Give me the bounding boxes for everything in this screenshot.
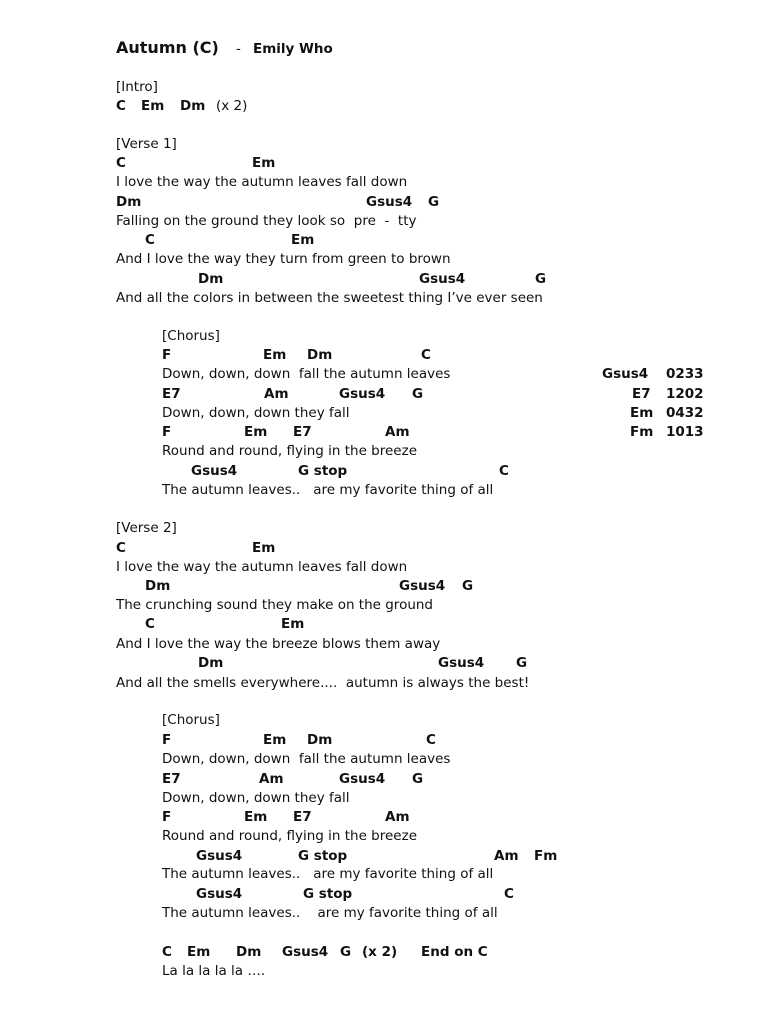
chord: Gsus4 xyxy=(191,463,238,479)
chord: F xyxy=(162,809,172,825)
chord-diagram-fingering: 0233 xyxy=(666,366,704,382)
chord: Gsus4 xyxy=(196,848,243,864)
chord: C xyxy=(421,347,431,363)
chord: Fm xyxy=(534,848,558,864)
chord: Em xyxy=(252,155,276,171)
lyric-line: Round and round, flying in the breeze xyxy=(162,828,418,844)
chord: C xyxy=(145,616,155,632)
lyric-line: The autumn leaves.. are my favorite thing of all xyxy=(162,866,494,882)
chord: Gsus4 xyxy=(339,771,386,787)
chord: Dm xyxy=(145,578,171,594)
chord: Em xyxy=(187,944,211,960)
chord: F xyxy=(162,732,172,748)
section-label-intro: [Intro] xyxy=(116,79,158,95)
chord: C xyxy=(116,540,126,556)
ending-instruction: End on C xyxy=(421,944,488,960)
chord: C xyxy=(426,732,436,748)
chord: Dm xyxy=(180,98,206,114)
artist-name: Emily Who xyxy=(253,41,333,57)
chord: E7 xyxy=(293,809,312,825)
chord: Am xyxy=(259,771,284,787)
lyric-line: The autumn leaves.. are my favorite thing of all xyxy=(162,482,494,498)
chord: E7 xyxy=(162,771,181,787)
lyric-line: I love the way the autumn leaves fall down xyxy=(116,174,408,190)
chord: Em xyxy=(291,232,315,248)
lyric-line: Down, down, down they fall xyxy=(162,790,350,806)
chord: Am xyxy=(385,424,410,440)
chord-diagram-fingering: 1013 xyxy=(666,424,704,440)
chord: Am xyxy=(385,809,410,825)
chord-diagram-fingering: 0432 xyxy=(666,405,704,421)
chord: Dm xyxy=(307,732,333,748)
section-label-verse-2: [Verse 2] xyxy=(116,520,177,536)
chord: G xyxy=(462,578,474,594)
chord: Gsus4 xyxy=(282,944,329,960)
chord: Em xyxy=(281,616,305,632)
chord: G stop xyxy=(303,886,353,902)
chord: F xyxy=(162,424,172,440)
repeat-marker: (x 2) xyxy=(362,944,398,960)
chord-diagram-name: Em xyxy=(630,405,654,421)
chord: Gsus4 xyxy=(339,386,386,402)
chord: E7 xyxy=(162,386,181,402)
lyric-line: Down, down, down fall the autumn leaves xyxy=(162,751,451,767)
lyric-line: Down, down, down they fall xyxy=(162,405,350,421)
lyric-line: The crunching sound they make on the ground xyxy=(116,597,434,613)
lyric-line: And I love the way the breeze blows them away xyxy=(116,636,441,652)
chord: Em xyxy=(244,809,268,825)
lyric-line: And I love the way they turn from green to brown xyxy=(116,251,451,267)
chord: Gsus4 xyxy=(399,578,446,594)
song-title: Autumn (C) xyxy=(116,38,219,57)
chord: Gsus4 xyxy=(196,886,243,902)
lyric-line: And all the colors in between the sweetest thing I’ve ever seen xyxy=(116,290,543,306)
chord: G xyxy=(412,386,424,402)
chord: Am xyxy=(264,386,289,402)
chord: Em xyxy=(244,424,268,440)
chord: Em xyxy=(141,98,165,114)
chord: C xyxy=(504,886,514,902)
chord: G xyxy=(340,944,352,960)
chord: Dm xyxy=(198,655,224,671)
chord: Gsus4 xyxy=(366,194,413,210)
chord: G stop xyxy=(298,848,348,864)
chord-diagram-fingering: 1202 xyxy=(666,386,704,402)
chord: Dm xyxy=(236,944,262,960)
chord: Em xyxy=(263,732,287,748)
lyric-line: La la la la la …. xyxy=(162,963,266,979)
section-label-chorus: [Chorus] xyxy=(162,712,220,728)
chord: C xyxy=(116,155,126,171)
chord: G stop xyxy=(298,463,348,479)
chord: Em xyxy=(252,540,276,556)
chord: G xyxy=(535,271,547,287)
chord: Dm xyxy=(198,271,224,287)
chord-diagram-name: E7 xyxy=(632,386,651,402)
lyric-line: The autumn leaves.. are my favorite thing of all xyxy=(162,905,498,921)
title-separator: - xyxy=(236,41,241,57)
chord: C xyxy=(116,98,126,114)
chord: Gsus4 xyxy=(419,271,466,287)
chord-diagram-name: Fm xyxy=(630,424,654,440)
section-label-chorus: [Chorus] xyxy=(162,328,220,344)
section-label-verse-1: [Verse 1] xyxy=(116,136,177,152)
lyric-line: I love the way the autumn leaves fall down xyxy=(116,559,408,575)
chord: Am xyxy=(494,848,519,864)
chord: C xyxy=(162,944,172,960)
chord: C xyxy=(145,232,155,248)
chord: C xyxy=(499,463,509,479)
chord: Em xyxy=(263,347,287,363)
lyric-line: Round and round, flying in the breeze xyxy=(162,443,418,459)
chord: F xyxy=(162,347,172,363)
chord: G xyxy=(516,655,528,671)
lyric-line: Down, down, down fall the autumn leaves xyxy=(162,366,451,382)
repeat-marker: (x 2) xyxy=(216,98,248,114)
lyric-line: Falling on the ground they look so pre - tty xyxy=(116,213,417,229)
chord: E7 xyxy=(293,424,312,440)
chord: G xyxy=(428,194,440,210)
chord: Gsus4 xyxy=(438,655,485,671)
chord: G xyxy=(412,771,424,787)
chord-diagram-name: Gsus4 xyxy=(602,366,649,382)
chord: Dm xyxy=(116,194,142,210)
chord: Dm xyxy=(307,347,333,363)
lyric-line: And all the smells everywhere.... autumn is always the best! xyxy=(116,675,530,691)
